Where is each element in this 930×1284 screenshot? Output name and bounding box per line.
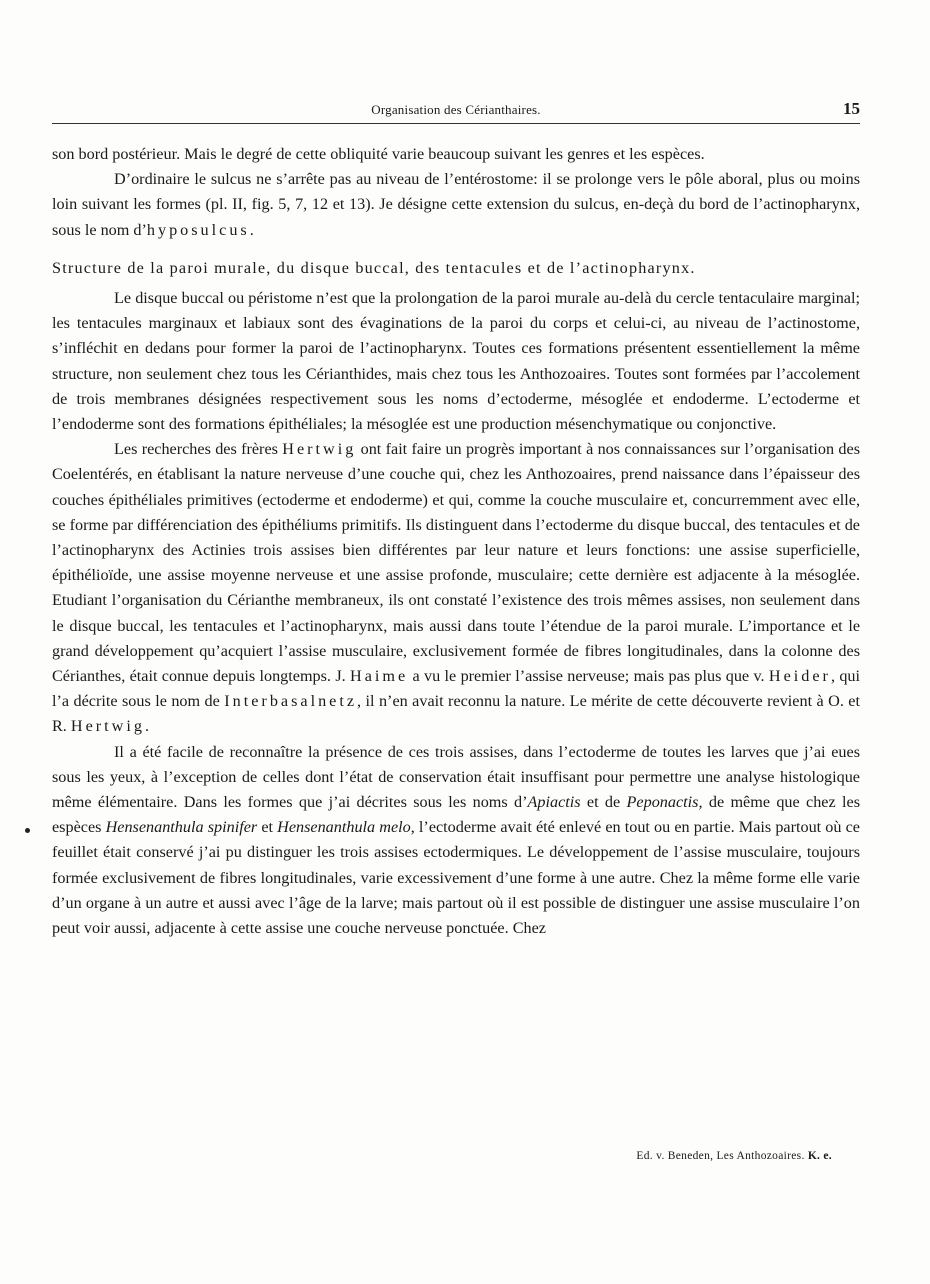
paragraph-2-text: D’ordinaire le sulcus ne s’arrête pas au niveau de l’entérostome: il se prolonge vers le pôle aboral, plus ou moins loin suivant les formes (pl. II, fig. 5, 7, 12 et 13). Je désigne cette extension du sulcus, en-deçà du bord de l’actinopharynx, sous le nom d’	[52, 170, 860, 239]
page-number: 15	[843, 99, 860, 118]
margin-mark	[25, 828, 30, 833]
body-text	[52, 142, 860, 941]
term-interbasalnetz: Interbasalnetz	[224, 692, 358, 711]
paragraph-5-text-e: , l’ectoderme avait été enlevé en tout ou en partie. Mais partout où ce feuillet était conservé j’ai pu distinguer les trois assises ectodermiques. Le développement de l’assise musculaire, toujours formée exclusivement de fibres longitudinales, varie excessivement d’une forme à une autre. Chez la même forme elle varie d’un organe à un autre et aussi avec l’âge de la larve; mais partout où il est possible de distinguer une assise musculaire l’on peut voir aussi, adjacente à cette assise une couche nerveuse ponctuée. Chez	[52, 818, 860, 938]
paragraph-4-text-d: , qui l’a décrite sous le nom de	[52, 667, 861, 711]
paragraph-4-text-e: , il n’en avait reconnu la nature. Le mérite de cette découverte revient à O. et R.	[52, 692, 860, 736]
paragraph-5-text-b: et de	[580, 793, 627, 812]
author-hertwig: Hertwig	[282, 440, 357, 459]
paragraph-5-text-a: Il a été facile de reconnaître la présence de ces trois assises, dans l’ectoderme de toutes les larves que j’ai eues sous les yeux, à l’exception de celles dont l’état de conservation était insuffisant pour permettre une analyse histologique même élémentaire. Dans les formes que j’ai décrites sous les noms d’	[52, 742, 860, 812]
taxon-apiactis: Apiactis	[527, 793, 581, 812]
running-header	[52, 101, 860, 124]
signature-text: Ed. v. Beneden, Les Anthozoaires.	[636, 1150, 805, 1162]
paragraph-4	[52, 437, 860, 739]
paragraph-2-end: .	[249, 220, 254, 239]
taxon-hensenanthula-melo: Hensenanthula melo	[277, 818, 411, 837]
paragraph-1: son bord postérieur. Mais le degré de cette obliquité varie beaucoup suivant les genres et les espèces.	[52, 145, 705, 163]
paragraph-2	[52, 167, 860, 243]
signature-mark: K. e.	[807, 1150, 832, 1162]
paragraph-4-text-a: Les recherches des frères	[114, 440, 283, 459]
paragraph-4-text-f: .	[144, 717, 149, 736]
author-haime: Haime	[350, 667, 409, 686]
author-heider: Heider	[768, 667, 831, 686]
term-hyposulcus: hyposulcus	[146, 220, 250, 239]
paragraph-5	[52, 740, 860, 942]
paragraph-3: Le disque buccal ou péristome n’est que la prolongation de la paroi murale au-delà du cercle tentaculaire marginal; les tentacules marginaux et labiaux sont des évaginations de la paroi du corps et celui-ci, au niveau de l’actinostome, s’infléchit en dedans pour former la paroi de l’actinopharynx. Toutes ces formations présentent essentiellement la même structure, non seulement chez tous les Cérianthides, mais chez tous les Anthozoaires. Toutes sont formées par l’accolement de trois membranes désignées respectivement sous les noms d’ectoderme, mésoglée et endoderme. L’ectoderme et l’endoderme sont des formations épithéliales; la mésoglée est une production mésenchymatique ou conjonctive.	[52, 289, 860, 434]
author-hertwig-2: Hertwig	[70, 717, 145, 736]
running-title: Organisation des Cérianthaires.	[371, 102, 541, 117]
taxon-peponactis: Peponactis,	[626, 793, 703, 812]
paragraph-4-text-b: ont fait faire un progrès important à nos connaissances sur l’organisation des Coelentérés, en établisant la nature nerveuse d’une couche qui, chez les Anthozoaires, prend naissance dans l’épaisseur des couches épithéliales primitives (ectoderme et endoderme) et qui, comme la couche musculaire et, concurremment avec elle, se forme par différenciation des épithéliums primitifs. Ils distinguent dans l’ectoderme du disque buccal, des tentacules et de l’actinopharynx des Actinies trois assises bien différentes par leur nature et leurs fonctions: une assise superficielle, épithélioïde, une assise moyenne nerveuse et une assise profonde, musculaire; cette dernière est adjacente à la mésoglée. Etudiant l’organisation du Cérianthe membraneux, ils ont constaté l’existence des trois mêmes assises, non seulement dans le disque buccal, les tentacules et l’actinopharynx, mais aussi dans toute l’étendue de la paroi murale. L’importance et le grand développement qu’acquiert l’assise musculaire, exclusivement formée de fibres longitudinales, dans la colonne des Cérianthes, était connue depuis longtemps. J.	[52, 440, 861, 686]
paragraph-4-text-c: a vu le premier l’assise nerveuse; mais pas plus que v.	[408, 667, 769, 686]
paragraph-5-text-d: et	[257, 818, 278, 837]
section-heading: Structure de la paroi murale, du disque buccal, des tentacules et de l’actinopharynx.	[52, 258, 696, 277]
paragraph-5-text-c: de même que chez les espèces	[52, 793, 860, 837]
signature-line	[636, 1150, 832, 1162]
taxon-hensenanthula-spinifer: Hensenanthula spinifer	[105, 818, 258, 837]
